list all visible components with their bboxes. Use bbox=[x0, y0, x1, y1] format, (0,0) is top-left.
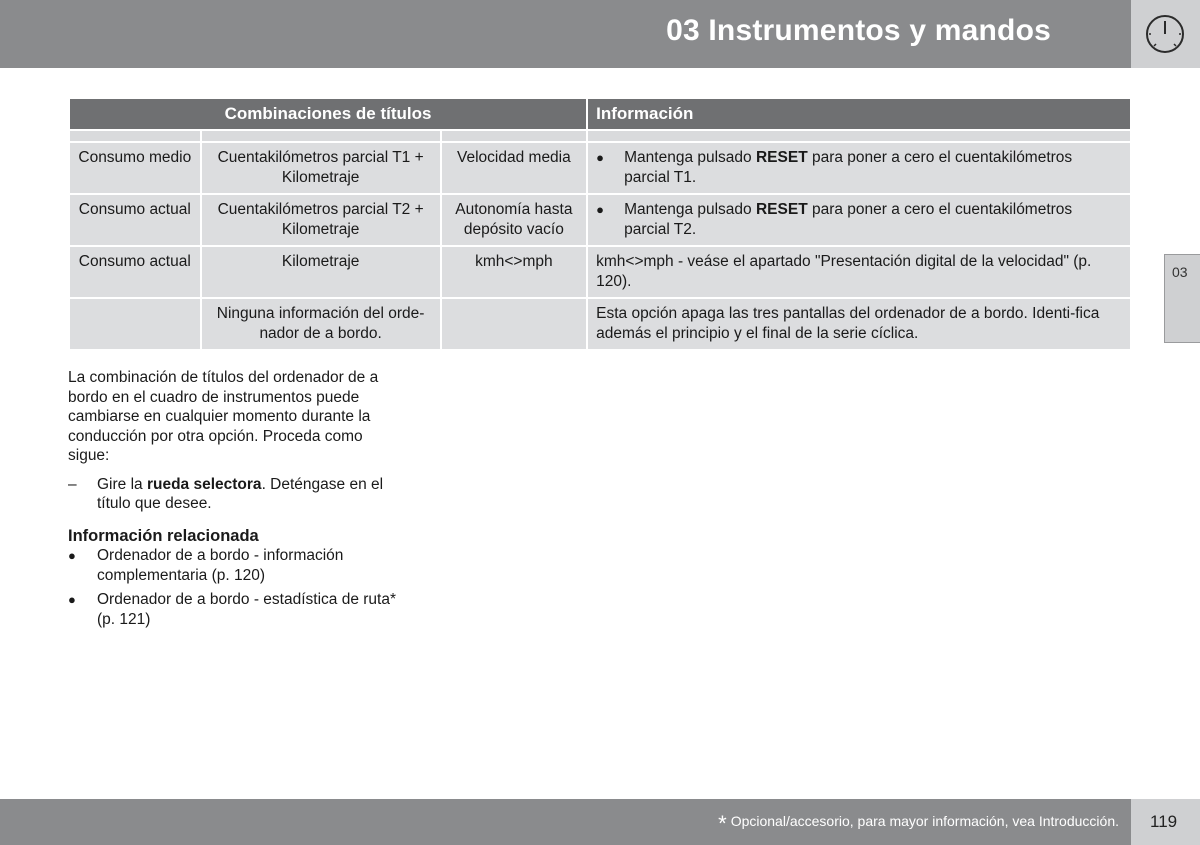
body-text-column bbox=[68, 368, 408, 634]
chapter-side-tab[interactable] bbox=[1164, 254, 1200, 343]
table-cell: Consumo actual bbox=[70, 195, 200, 245]
chapter-title: 03 Instrumentos y mandos bbox=[666, 14, 1051, 47]
table-cell: Velocidad media bbox=[442, 143, 587, 193]
header-information: Información bbox=[588, 99, 1130, 129]
footer-note: * Opcional/accesorio, para mayor información, vea Introducción. bbox=[718, 811, 1119, 836]
related-link[interactable]: Ordenador de a bordo - estadística de ruta* (p. 121) bbox=[97, 591, 396, 628]
table-spacer-row bbox=[70, 131, 1130, 141]
step-text: Gire la rueda selectora. Deténgase en el título que desee. bbox=[97, 475, 384, 512]
table-row bbox=[70, 247, 1130, 297]
chapter-icon-box bbox=[1131, 0, 1200, 68]
table-row bbox=[70, 195, 1130, 245]
bullet-icon: ● bbox=[68, 592, 76, 607]
dash-marker: – bbox=[68, 475, 77, 493]
table-header-row bbox=[70, 99, 1130, 129]
table-cell: Cuentakilómetros parcial T2 + Kilometraje bbox=[202, 195, 440, 245]
info-cell bbox=[588, 143, 1130, 193]
table-row bbox=[70, 299, 1130, 349]
info-cell bbox=[588, 195, 1130, 245]
table-cell bbox=[70, 299, 200, 349]
table-cell bbox=[442, 299, 587, 349]
page-number-box bbox=[1131, 799, 1200, 845]
related-link-item[interactable] bbox=[68, 590, 408, 629]
side-tab-label: 03 bbox=[1172, 264, 1188, 280]
table-cell: Consumo medio bbox=[70, 143, 200, 193]
step-item bbox=[68, 475, 408, 514]
speedometer-icon bbox=[1142, 12, 1188, 56]
info-cell: Esta opción apaga las tres pantallas del ordenador de a bordo. Identi-fica además el principio y el final de la serie cíclica. bbox=[588, 299, 1130, 349]
info-text: Mantenga pulsado RESET para poner a cero el cuentakilómetros parcial T2. bbox=[624, 201, 1073, 238]
info-cell: kmh<>mph - veáse el apartado "Presentación digital de la velocidad" (p. 120). bbox=[588, 247, 1130, 297]
asterisk-icon: * bbox=[718, 811, 727, 836]
bullet-icon: ● bbox=[596, 150, 604, 165]
related-link-item[interactable] bbox=[68, 546, 408, 585]
footer-bar bbox=[0, 799, 1131, 845]
table-cell: kmh<>mph bbox=[442, 247, 587, 297]
header-combinations: Combinaciones de títulos bbox=[70, 99, 586, 129]
table-cell: Kilometraje bbox=[202, 247, 440, 297]
bullet-icon: ● bbox=[68, 548, 76, 563]
bullet-icon: ● bbox=[596, 202, 604, 217]
related-heading: Información relacionada bbox=[68, 526, 259, 545]
info-text: Mantenga pulsado RESET para poner a cero el cuentakilómetros parcial T1. bbox=[624, 149, 1073, 186]
intro-paragraph: La combinación de títulos del ordenador de a bordo en el cuadro de instrumentos puede cambiarse en cualquier momento durante la conducción por otra opción. Proceda como sigue: bbox=[68, 369, 379, 464]
page-number: 119 bbox=[1150, 812, 1178, 831]
table-cell: Ninguna información del orde-nador de a bordo. bbox=[202, 299, 440, 349]
table-row bbox=[70, 143, 1130, 193]
header-bar bbox=[0, 0, 1131, 68]
table-cell: Autonomía hasta depósito vacío bbox=[442, 195, 587, 245]
table-cell: Consumo actual bbox=[70, 247, 200, 297]
related-link[interactable]: Ordenador de a bordo - información complementaria (p. 120) bbox=[97, 547, 344, 584]
table-cell: Cuentakilómetros parcial T1 + Kilometraje bbox=[202, 143, 440, 193]
trip-computer-table bbox=[68, 97, 1132, 351]
